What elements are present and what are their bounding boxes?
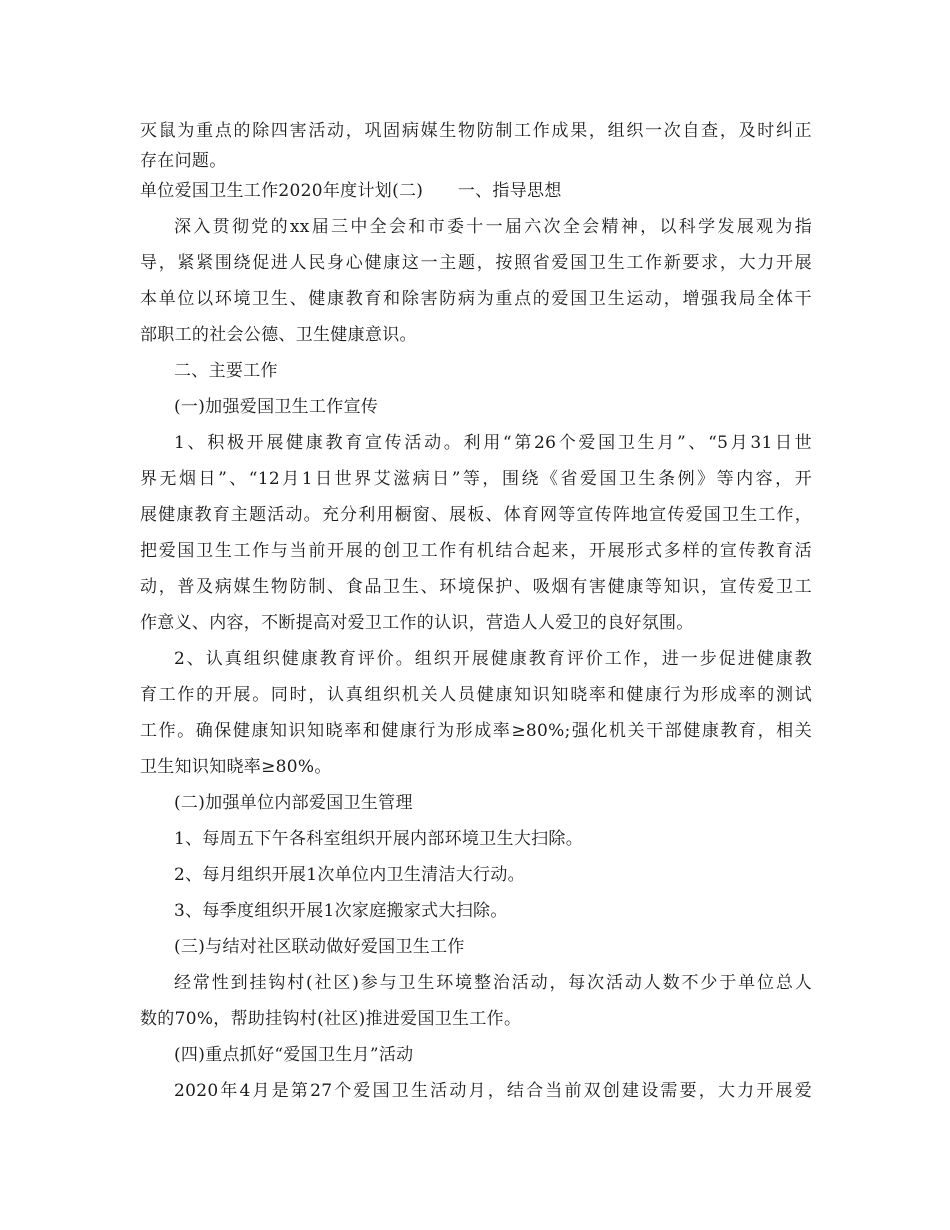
list-item: 3、每季度组织开展1次家庭搬家式大扫除。 [174, 901, 508, 921]
paragraph-line: 深入贯彻党的xx届三中全会和市委十一届六次全会精神，以科学发展观为指 [174, 217, 812, 237]
paragraph-line: 部职工的社会公德、卫生健康意识。 [140, 325, 417, 345]
document-body [140, 116, 812, 1106]
section-heading: 二、主要工作 [174, 361, 278, 381]
list-item: 1、每周五下午各科室组织开展内部环境卫生大扫除。 [174, 829, 584, 849]
paragraph-line: 导，紧紧围绕促进人民身心健康这一主题，按照省爱国卫生工作新要求，大力开展 [140, 253, 812, 273]
subsection-heading: (三)与结对社区联动做好爱国卫生工作 [174, 937, 465, 957]
paragraph-line: 2020年4月是第27个爱国卫生活动月，结合当前双创建设需要，大力开展爱 [174, 1081, 812, 1101]
text-line: 存在问题。 [140, 151, 227, 171]
paragraph-line: 展健康教育主题活动。充分利用橱窗、展板、体育网等宣传阵地宣传爱国卫生工作， [140, 505, 812, 525]
subsection-heading: (四)重点抓好“爱国卫生月”活动 [174, 1045, 414, 1065]
paragraph-line: 工作。确保健康知识知晓率和健康行为形成率≥80%;强化机关干部健康教育，相关 [140, 721, 812, 741]
paragraph-line: 把爱国卫生工作与当前开展的创卫工作有机结合起来，开展形式多样的宣传教育活 [140, 541, 812, 561]
paragraph-line: 育工作的开展。同时，认真组织机关人员健康知识知晓率和健康行为形成率的测试 [140, 685, 812, 705]
document-page [140, 116, 812, 1106]
section-heading: 单位爱国卫生工作2020年度计划(二) 一、指导思想 [140, 181, 562, 201]
text-line: 灭鼠为重点的除四害活动，巩固病媒生物防制工作成果，组织一次自查，及时纠正 [140, 121, 812, 141]
subsection-heading: (一)加强爱国卫生工作宣传 [174, 397, 379, 417]
paragraph-line: 1、积极开展健康教育宣传活动。利用“第26个爱国卫生月”、“5月31日世 [174, 433, 812, 453]
paragraph-line: 本单位以环境卫生、健康教育和除害防病为重点的爱国卫生运动，增强我局全体干 [140, 289, 812, 309]
paragraph-line: 2、认真组织健康教育评价。组织开展健康教育评价工作，进一步促进健康教 [174, 649, 812, 669]
subsection-heading: (二)加强单位内部爱国卫生管理 [174, 793, 413, 813]
list-item: 2、每月组织开展1次单位内卫生清洁大行动。 [174, 865, 525, 885]
paragraph-line: 界无烟日”、“12月1日世界艾滋病日”等，围绕《省爱国卫生条例》等内容，开 [140, 469, 812, 489]
paragraph-line: 动，普及病媒生物防制、食品卫生、环境保护、吸烟有害健康等知识，宣传爱卫工 [140, 577, 812, 597]
paragraph-line: 经常性到挂钩村(社区)参与卫生环境整治活动，每次活动人数不少于单位总人 [174, 973, 812, 993]
paragraph-line: 作意义、内容，不断提高对爱卫工作的认识，营造人人爱卫的良好氛围。 [140, 613, 694, 633]
paragraph-line: 卫生知识知晓率≥80%。 [140, 757, 332, 777]
paragraph-line: 数的70%，帮助挂钩村(社区)推进爱国卫生工作。 [140, 1009, 522, 1029]
